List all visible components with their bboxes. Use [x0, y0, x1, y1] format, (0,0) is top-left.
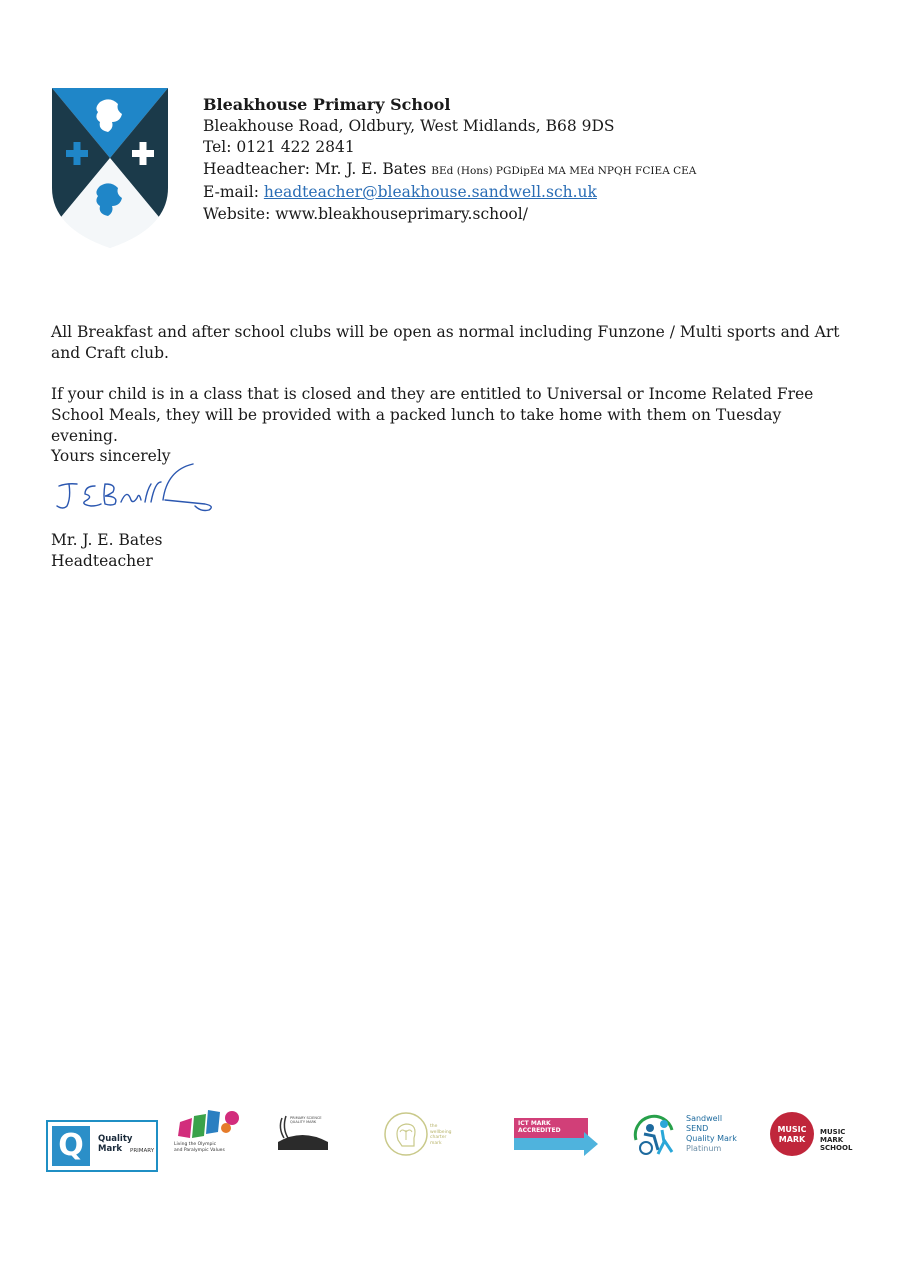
quality-mark-title: Quality Mark	[98, 1134, 133, 1154]
closing-salutation: Yours sincerely	[51, 447, 171, 465]
send-line-2: SEND	[686, 1124, 709, 1133]
headteacher-qualifications: BEd (Hons) PGDipEd MA MEd NPQH FCIEA CEA	[431, 164, 697, 177]
music-circle-line-2: MARK	[778, 1135, 806, 1144]
school-address: Bleakhouse Road, Oldbury, West Midlands, B68 9DS	[203, 116, 615, 135]
signature-image	[55, 462, 225, 524]
letterhead	[203, 94, 696, 225]
psqm-line-2: QUALITY MARK	[290, 1120, 317, 1124]
olympic-emblem-icon	[174, 1108, 244, 1142]
headteacher-label: Headteacher: Mr. J. E. Bates	[203, 159, 427, 178]
quality-mark-sub: PRIMARY	[130, 1148, 155, 1154]
headteacher-line	[203, 159, 696, 183]
accreditation-logos	[40, 1100, 870, 1180]
wellbeing-charter-mark-logo	[382, 1110, 474, 1158]
sandwell-send-quality-mark-logo	[630, 1114, 742, 1160]
quality-mark-logo	[46, 1120, 158, 1172]
music-mark-circle	[770, 1112, 814, 1156]
wellbeing-line-4: mark	[430, 1140, 442, 1146]
paragraph-clubs: All Breakfast and after school clubs will be open as normal including Funzone / Multi sports and Art and Craft club.	[51, 323, 840, 362]
signatory-title: Headteacher	[51, 552, 153, 570]
music-mark-logo	[768, 1112, 868, 1162]
email-line	[203, 182, 696, 204]
wellbeing-head-icon	[382, 1110, 430, 1158]
wellbeing-line-1: the	[430, 1124, 438, 1129]
school-crest-logo	[52, 88, 168, 248]
paragraph-meals: If your child is in a class that is closed and they are entitled to Universal or Income Related Free School Meals, they will be provided with a packed lunch to take home with them on Tuesday evening.	[51, 385, 814, 445]
music-side-line-2: SCHOOL	[820, 1144, 853, 1152]
olympic-values-logo	[174, 1108, 244, 1158]
ict-line-2: ACCREDITED	[518, 1127, 561, 1134]
school-telephone: Tel: 0121 422 2841	[203, 138, 355, 156]
send-line-1: Sandwell	[686, 1114, 723, 1123]
ict-mark-logo	[514, 1118, 598, 1156]
letter-body	[51, 322, 851, 467]
wellbeing-line-3: charter	[430, 1135, 447, 1140]
ict-line-1: ICT MARK	[518, 1120, 551, 1127]
signatory-name: Mr. J. E. Bates	[51, 531, 163, 549]
olympic-caption-1: Living the Olympic	[174, 1142, 217, 1147]
email-label: E-mail:	[203, 183, 259, 201]
wellbeing-line-2: wellbeing	[430, 1129, 452, 1135]
music-circle-line-1: MUSIC	[777, 1125, 807, 1134]
primary-science-quality-mark-logo	[276, 1112, 330, 1156]
music-side-line-1: MUSIC MARK	[820, 1128, 846, 1144]
olympic-caption-2: and Paralympic Values	[174, 1148, 225, 1153]
send-figures-icon	[630, 1114, 684, 1158]
signatory	[51, 530, 162, 572]
send-line-4: Platinum	[686, 1144, 722, 1153]
psqm-line-1: PRIMARY SCIENCE	[290, 1116, 322, 1120]
website-line: Website: www.bleakhouseprimary.school/	[203, 204, 528, 223]
send-line-3: Quality Mark	[686, 1134, 737, 1143]
email-link[interactable]: headteacher@bleakhouse.sandwell.sch.uk	[263, 183, 597, 201]
q-icon: Q	[52, 1126, 90, 1166]
school-name: Bleakhouse Primary School	[203, 95, 451, 114]
